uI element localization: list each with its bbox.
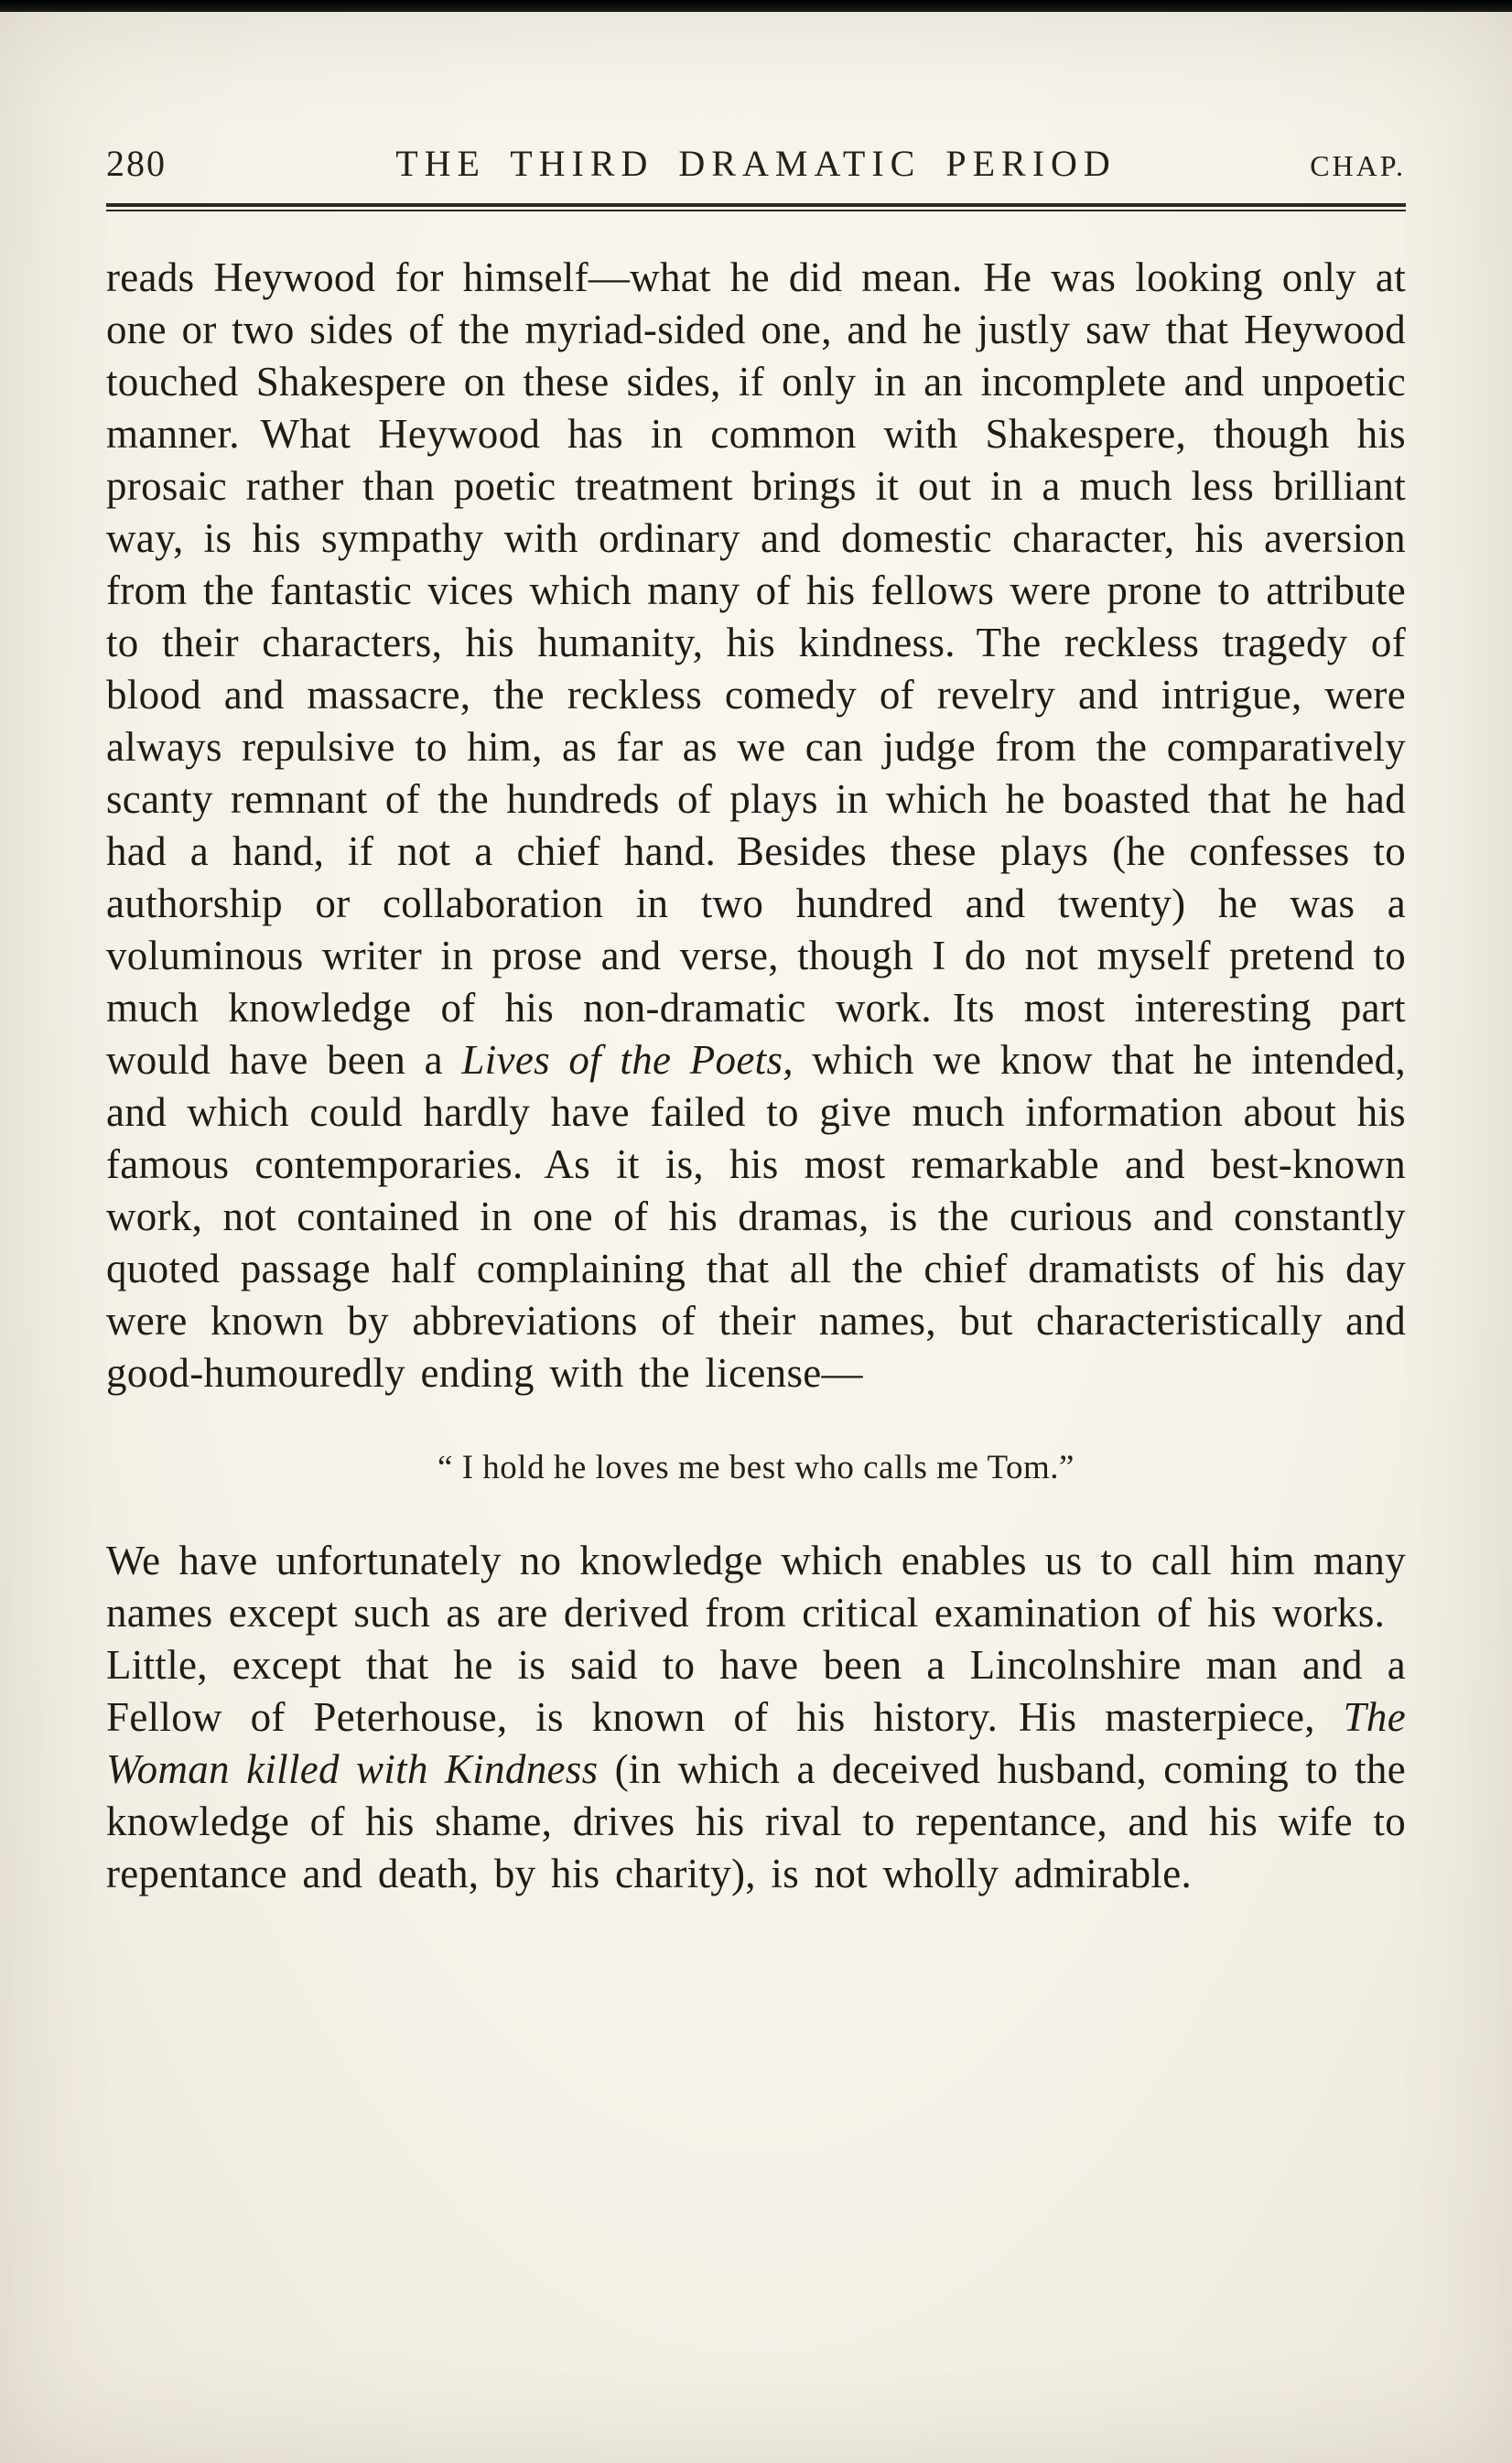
header-rule xyxy=(106,203,1406,211)
paragraph-1-text: reads Heywood for himself—what he did mean. He was looking only at one or two sides of the myriad-sided one, and he justly saw that Heywood touched Shakespere on these sides, if only in an incomplete and unpoetic manner. What Heywood has in common with Shakespere, though his prosaic rather than poetic treatment brings it out in a much less brilliant way, is his sympathy with ordinary and domestic character, his aversion from the fantastic vices which many of his fellows were prone to attribute to their characters, his humanity, his kindness. The reckless tragedy of blood and massacre, the reckless comedy of revelry and intrigue, were always repulsive to him, as far as we can judge from the comparatively scanty remnant of the hundreds of plays in which he boasted that he had had a hand, if not a chief hand. Besides these plays (he confesses to authorship or collaboration in two hundred and twenty) he was a voluminous writer in prose and verse, though I do not myself pretend to much knowledge of his non-dramatic work. Its most interesting part would have been a xyxy=(106,254,1406,1083)
page-body xyxy=(106,252,1406,1900)
verse-quote: “ I hold he loves me best who calls me Tom.” xyxy=(437,1449,1075,1486)
body-paragraph-1 xyxy=(106,252,1406,1399)
running-title: THE THIRD DRAMATIC PERIOD xyxy=(395,143,1117,184)
paragraph-2-text-continued: (in which a deceived husband, coming to the knowledge of his shame, drives his rival to repentance, and his wife to repentance and death, by his charity), is not wholly admirable. xyxy=(106,1746,1407,1896)
page-header xyxy=(106,142,1406,185)
page-number: 280 xyxy=(106,143,167,184)
paragraph-1-text-continued: which we know that he intended, and which could hardly have failed to give much information about his famous contemporaries. As it is, his most remarkable and best-known work, not contained in one of his dramas, is the curious and constantly quoted passage half complaining that all the chief dramatists of his day were known by abbreviations of their names, but characteristically and good-humouredly ending with the license— xyxy=(106,1037,1406,1396)
body-paragraph-2 xyxy=(106,1535,1406,1900)
scan-edge-top xyxy=(0,0,1512,12)
paragraph-2-text: We have unfortunately no knowledge which enables us to call him many names except such as are derived from critical examination of his works. Little, except that he is said to have been a Lincolnshire man and a Fellow of Peterhouse, is known of his history. His masterpiece, xyxy=(106,1538,1406,1740)
book-title-lives-of-the-poets: Lives of the Poets, xyxy=(461,1037,794,1083)
book-title-woman-killed-with-kindness: The Woman killed with Kindness xyxy=(106,1694,1406,1792)
book-page xyxy=(0,12,1512,2463)
chapter-label: CHAP. xyxy=(1310,149,1406,182)
